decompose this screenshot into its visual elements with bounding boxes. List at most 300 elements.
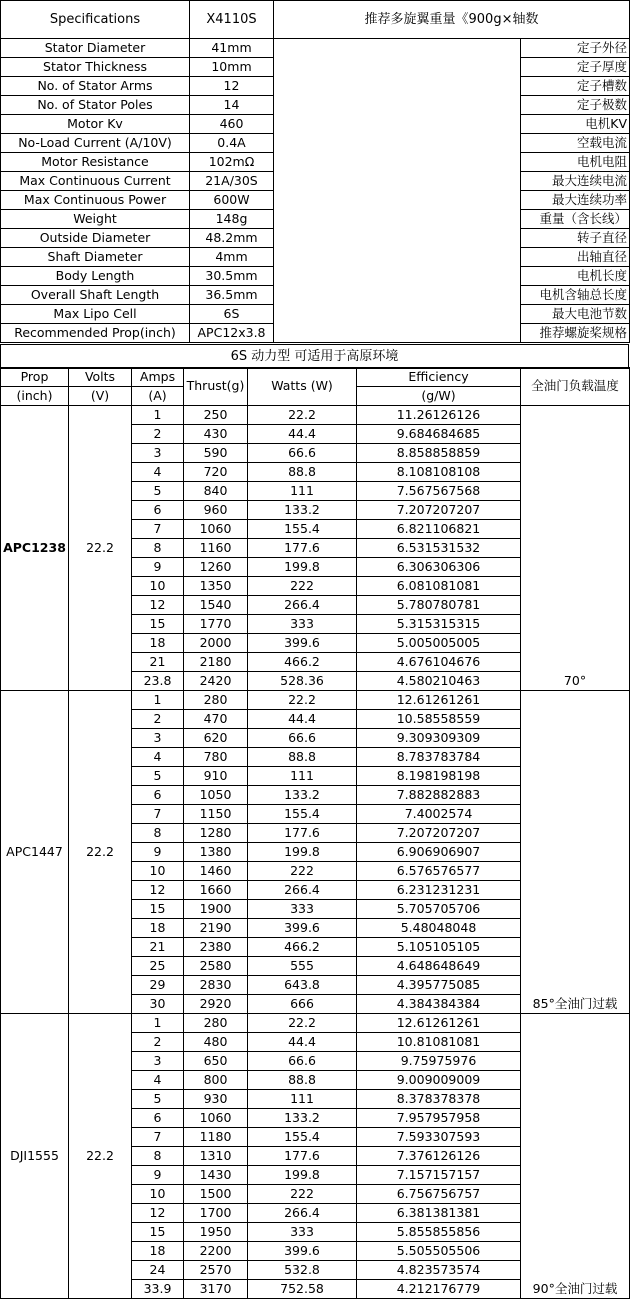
- header-prop: Prop: [1, 368, 69, 387]
- thrust-cell: 1150: [184, 805, 248, 824]
- table-row: [1, 691, 630, 710]
- header-watts: Watts (W): [248, 368, 357, 406]
- thrust-cell: 1260: [184, 558, 248, 577]
- spec-row: [1, 172, 630, 191]
- spec-name: No. of Stator Arms: [1, 77, 190, 96]
- temperature-blank-cell: [521, 520, 630, 539]
- watts-cell: 399.6: [248, 634, 357, 653]
- spec-name: Motor Kv: [1, 115, 190, 134]
- watts-cell: 111: [248, 1090, 357, 1109]
- amps-cell: 6: [132, 501, 184, 520]
- spec-blank-cell: [274, 248, 521, 267]
- temperature-blank-cell: [521, 1014, 630, 1033]
- spec-blank-cell: [274, 96, 521, 115]
- temperature-blank-cell: [521, 653, 630, 672]
- temperature-blank-cell: [521, 539, 630, 558]
- temperature-blank-cell: [521, 919, 630, 938]
- watts-cell: 177.6: [248, 539, 357, 558]
- temperature-blank-cell: [521, 900, 630, 919]
- thrust-cell: 2420: [184, 672, 248, 691]
- thrust-cell: 1310: [184, 1147, 248, 1166]
- amps-cell: 18: [132, 919, 184, 938]
- watts-cell: 88.8: [248, 748, 357, 767]
- spec-rows: [1, 39, 630, 343]
- thrust-cell: 650: [184, 1052, 248, 1071]
- watts-cell: 44.4: [248, 425, 357, 444]
- spec-row: [1, 77, 630, 96]
- efficiency-cell: 12.61261261: [357, 1014, 521, 1033]
- spec-value: 48.2mm: [190, 229, 274, 248]
- efficiency-cell: 4.395775085: [357, 976, 521, 995]
- spec-blank-cell: [274, 286, 521, 305]
- watts-cell: 111: [248, 767, 357, 786]
- spec-header-model: X4110S: [190, 1, 274, 39]
- spec-value: 148g: [190, 210, 274, 229]
- spec-blank-cell: [274, 134, 521, 153]
- spec-blank-cell: [274, 324, 521, 343]
- amps-cell: 8: [132, 824, 184, 843]
- thrust-cell: 620: [184, 729, 248, 748]
- watts-cell: 155.4: [248, 805, 357, 824]
- amps-cell: 7: [132, 1128, 184, 1147]
- thrust-cell: 1460: [184, 862, 248, 881]
- spec-blank-cell: [274, 77, 521, 96]
- watts-cell: 88.8: [248, 463, 357, 482]
- temperature-blank-cell: [521, 425, 630, 444]
- efficiency-cell: 6.381381381: [357, 1204, 521, 1223]
- spec-row: [1, 58, 630, 77]
- amps-cell: 2: [132, 710, 184, 729]
- watts-cell: 333: [248, 615, 357, 634]
- watts-cell: 199.8: [248, 843, 357, 862]
- watts-cell: 222: [248, 1185, 357, 1204]
- watts-cell: 266.4: [248, 1204, 357, 1223]
- temperature-blank-cell: [521, 1261, 630, 1280]
- efficiency-cell: 4.676104676: [357, 653, 521, 672]
- thrust-cell: 3170: [184, 1280, 248, 1299]
- amps-cell: 9: [132, 558, 184, 577]
- thrust-cell: 1380: [184, 843, 248, 862]
- spec-row: [1, 191, 630, 210]
- temperature-blank-cell: [521, 444, 630, 463]
- efficiency-cell: 5.705705706: [357, 900, 521, 919]
- thrust-cell: 2580: [184, 957, 248, 976]
- efficiency-cell: 8.198198198: [357, 767, 521, 786]
- spec-blank-cell: [274, 172, 521, 191]
- thrust-cell: 800: [184, 1071, 248, 1090]
- spec-name: Max Continuous Power: [1, 191, 190, 210]
- efficiency-cell: 9.684684685: [357, 425, 521, 444]
- spec-name: No. of Stator Poles: [1, 96, 190, 115]
- watts-cell: 643.8: [248, 976, 357, 995]
- watts-cell: 466.2: [248, 938, 357, 957]
- spec-chinese-name: 电机KV: [521, 115, 630, 134]
- temperature-blank-cell: [521, 1223, 630, 1242]
- thrust-cell: 960: [184, 501, 248, 520]
- amps-cell: 2: [132, 1033, 184, 1052]
- amps-cell: 12: [132, 1204, 184, 1223]
- efficiency-cell: 7.882882883: [357, 786, 521, 805]
- volts-value: 22.2: [69, 691, 132, 1014]
- spec-value: 102mΩ: [190, 153, 274, 172]
- thrust-cell: 2920: [184, 995, 248, 1014]
- temperature-blank-cell: [521, 786, 630, 805]
- efficiency-cell: 10.58558559: [357, 710, 521, 729]
- spec-chinese-name: 出轴直径: [521, 248, 630, 267]
- thrust-cell: 910: [184, 767, 248, 786]
- thrust-cell: 1430: [184, 1166, 248, 1185]
- temperature-blank-cell: [521, 1185, 630, 1204]
- thrust-cell: 2380: [184, 938, 248, 957]
- efficiency-cell: 8.108108108: [357, 463, 521, 482]
- efficiency-cell: 7.957957958: [357, 1109, 521, 1128]
- efficiency-cell: 4.823573574: [357, 1261, 521, 1280]
- thrust-cell: 1160: [184, 539, 248, 558]
- spec-blank-cell: [274, 191, 521, 210]
- thrust-cell: 780: [184, 748, 248, 767]
- spec-chinese-name: 转子直径: [521, 229, 630, 248]
- temperature-blank-cell: [521, 748, 630, 767]
- efficiency-cell: 4.580210463: [357, 672, 521, 691]
- efficiency-cell: 5.48048048: [357, 919, 521, 938]
- spec-name: Max Lipo Cell: [1, 305, 190, 324]
- header-efficiency: Efficiency: [357, 368, 521, 387]
- watts-cell: 333: [248, 900, 357, 919]
- spec-blank-cell: [274, 267, 521, 286]
- amps-cell: 15: [132, 615, 184, 634]
- spec-row: [1, 134, 630, 153]
- temperature-blank-cell: [521, 1147, 630, 1166]
- thrust-cell: 1050: [184, 786, 248, 805]
- amps-cell: 7: [132, 520, 184, 539]
- spec-row: [1, 96, 630, 115]
- watts-cell: 752.58: [248, 1280, 357, 1299]
- spec-name: Recommended Prop(inch): [1, 324, 190, 343]
- spec-name: Max Continuous Current: [1, 172, 190, 191]
- amps-cell: 9: [132, 843, 184, 862]
- spec-name: Stator Thickness: [1, 58, 190, 77]
- watts-cell: 266.4: [248, 596, 357, 615]
- amps-cell: 5: [132, 482, 184, 501]
- spec-value: 0.4A: [190, 134, 274, 153]
- spec-chinese-name: 定子厚度: [521, 58, 630, 77]
- spec-row: [1, 115, 630, 134]
- efficiency-cell: 8.378378378: [357, 1090, 521, 1109]
- spec-row: [1, 39, 630, 58]
- spec-chinese-name: 最大连续电流: [521, 172, 630, 191]
- thrust-cell: 1700: [184, 1204, 248, 1223]
- amps-cell: 3: [132, 444, 184, 463]
- amps-cell: 1: [132, 1014, 184, 1033]
- spec-value: 6S: [190, 305, 274, 324]
- temperature-blank-cell: [521, 710, 630, 729]
- thrust-cell: 1900: [184, 900, 248, 919]
- efficiency-cell: 6.531531532: [357, 539, 521, 558]
- efficiency-cell: 6.906906907: [357, 843, 521, 862]
- spec-value: 41mm: [190, 39, 274, 58]
- temperature-blank-cell: [521, 691, 630, 710]
- temperature-blank-cell: [521, 596, 630, 615]
- efficiency-cell: 9.309309309: [357, 729, 521, 748]
- amps-cell: 9: [132, 1166, 184, 1185]
- header-volts: Volts: [69, 368, 132, 387]
- amps-cell: 21: [132, 653, 184, 672]
- temperature-blank-cell: [521, 881, 630, 900]
- thrust-cell: 2190: [184, 919, 248, 938]
- efficiency-cell: 9.009009009: [357, 1071, 521, 1090]
- thrust-cell: 1950: [184, 1223, 248, 1242]
- spec-blank-cell: [274, 305, 521, 324]
- temperature-blank-cell: [521, 938, 630, 957]
- spec-chinese-name: 定子外径: [521, 39, 630, 58]
- temperature-blank-cell: [521, 729, 630, 748]
- temperature-blank-cell: [521, 1242, 630, 1261]
- watts-cell: 44.4: [248, 710, 357, 729]
- spec-name: Motor Resistance: [1, 153, 190, 172]
- watts-cell: 333: [248, 1223, 357, 1242]
- temperature-blank-cell: [521, 805, 630, 824]
- temperature-blank-cell: [521, 1071, 630, 1090]
- spec-value: 12: [190, 77, 274, 96]
- watts-cell: 133.2: [248, 1109, 357, 1128]
- watts-cell: 466.2: [248, 653, 357, 672]
- spec-chinese-name: 电机含轴总长度: [521, 286, 630, 305]
- spec-chinese-name: 定子槽数: [521, 77, 630, 96]
- spec-name: Outside Diameter: [1, 229, 190, 248]
- spec-chinese-name: 推荐螺旋桨规格: [521, 324, 630, 343]
- amps-cell: 15: [132, 900, 184, 919]
- amps-cell: 1: [132, 691, 184, 710]
- spec-name: Stator Diameter: [1, 39, 190, 58]
- efficiency-cell: 5.105105105: [357, 938, 521, 957]
- spec-chinese-name: 定子极数: [521, 96, 630, 115]
- prop-name: DJI1555: [1, 1014, 69, 1299]
- watts-cell: 88.8: [248, 1071, 357, 1090]
- amps-cell: 12: [132, 596, 184, 615]
- temperature-blank-cell: [521, 406, 630, 425]
- efficiency-cell: 6.821106821: [357, 520, 521, 539]
- spec-value: 21A/30S: [190, 172, 274, 191]
- temperature-blank-cell: [521, 1128, 630, 1147]
- perf-header-row: [1, 368, 630, 387]
- table-row: [1, 1014, 630, 1033]
- thrust-cell: 720: [184, 463, 248, 482]
- temperature-cell: 70°: [521, 672, 630, 691]
- amps-cell: 12: [132, 881, 184, 900]
- temperature-blank-cell: [521, 843, 630, 862]
- watts-cell: 532.8: [248, 1261, 357, 1280]
- watts-cell: 44.4: [248, 1033, 357, 1052]
- thrust-cell: 2200: [184, 1242, 248, 1261]
- spec-value: 14: [190, 96, 274, 115]
- thrust-cell: 280: [184, 1014, 248, 1033]
- watts-cell: 222: [248, 577, 357, 596]
- efficiency-cell: 12.61261261: [357, 691, 521, 710]
- amps-cell: 10: [132, 577, 184, 596]
- temperature-blank-cell: [521, 1204, 630, 1223]
- amps-cell: 2: [132, 425, 184, 444]
- header-volts-unit: (V): [69, 387, 132, 406]
- temperature-blank-cell: [521, 824, 630, 843]
- amps-cell: 30: [132, 995, 184, 1014]
- spec-header-recommendation: 推荐多旋翼重量《900g×轴数: [274, 1, 630, 39]
- watts-cell: 66.6: [248, 729, 357, 748]
- section-title: 6S 动力型 可适用于高原环境: [1, 345, 629, 369]
- thrust-cell: 1350: [184, 577, 248, 596]
- prop-name: APC1238: [1, 406, 69, 691]
- spec-chinese-name: 重量（含长线）: [521, 210, 630, 229]
- amps-cell: 18: [132, 634, 184, 653]
- spec-name: Weight: [1, 210, 190, 229]
- amps-cell: 4: [132, 748, 184, 767]
- amps-cell: 3: [132, 1052, 184, 1071]
- efficiency-cell: 8.858858859: [357, 444, 521, 463]
- spec-chinese-name: 电机长度: [521, 267, 630, 286]
- temperature-blank-cell: [521, 1109, 630, 1128]
- spec-header-label: Specifications: [1, 1, 190, 39]
- spec-row: [1, 153, 630, 172]
- efficiency-cell: 6.576576577: [357, 862, 521, 881]
- temperature-blank-cell: [521, 976, 630, 995]
- thrust-cell: 1540: [184, 596, 248, 615]
- amps-cell: 10: [132, 1185, 184, 1204]
- thrust-cell: 1660: [184, 881, 248, 900]
- spec-chinese-name: 空载电流: [521, 134, 630, 153]
- spec-value: APC12x3.8: [190, 324, 274, 343]
- efficiency-cell: 4.648648649: [357, 957, 521, 976]
- spec-row: [1, 248, 630, 267]
- efficiency-cell: 9.75975976: [357, 1052, 521, 1071]
- volts-value: 22.2: [69, 1014, 132, 1299]
- header-prop-unit: (inch): [1, 387, 69, 406]
- spec-row: [1, 305, 630, 324]
- spec-row: [1, 229, 630, 248]
- amps-cell: 3: [132, 729, 184, 748]
- watts-cell: 177.6: [248, 1147, 357, 1166]
- spec-blank-cell: [274, 58, 521, 77]
- spec-chinese-name: 电机电阻: [521, 153, 630, 172]
- watts-cell: 155.4: [248, 520, 357, 539]
- amps-cell: 5: [132, 1090, 184, 1109]
- watts-cell: 199.8: [248, 1166, 357, 1185]
- efficiency-cell: 10.81081081: [357, 1033, 521, 1052]
- section-title-table: [0, 344, 629, 369]
- watts-cell: 155.4: [248, 1128, 357, 1147]
- spec-blank-cell: [274, 153, 521, 172]
- thrust-cell: 1280: [184, 824, 248, 843]
- amps-cell: 18: [132, 1242, 184, 1261]
- specifications-table: [0, 0, 630, 343]
- spec-chinese-name: 最大连续功率: [521, 191, 630, 210]
- performance-table: [0, 367, 630, 1299]
- thrust-cell: 2830: [184, 976, 248, 995]
- watts-cell: 133.2: [248, 501, 357, 520]
- watts-cell: 222: [248, 862, 357, 881]
- temperature-blank-cell: [521, 482, 630, 501]
- spec-row: [1, 210, 630, 229]
- spec-blank-cell: [274, 210, 521, 229]
- spec-row: [1, 267, 630, 286]
- spec-blank-cell: [274, 115, 521, 134]
- temperature-cell: 85°全油门过载: [521, 995, 630, 1014]
- thrust-cell: 590: [184, 444, 248, 463]
- watts-cell: 66.6: [248, 444, 357, 463]
- watts-cell: 399.6: [248, 1242, 357, 1261]
- efficiency-cell: 7.593307593: [357, 1128, 521, 1147]
- watts-cell: 22.2: [248, 691, 357, 710]
- amps-cell: 29: [132, 976, 184, 995]
- spec-chinese-name: 最大电池节数: [521, 305, 630, 324]
- efficiency-cell: 6.306306306: [357, 558, 521, 577]
- thrust-cell: 250: [184, 406, 248, 425]
- efficiency-cell: 7.4002574: [357, 805, 521, 824]
- efficiency-cell: 7.207207207: [357, 824, 521, 843]
- thrust-cell: 470: [184, 710, 248, 729]
- amps-cell: 33.9: [132, 1280, 184, 1299]
- thrust-cell: 1500: [184, 1185, 248, 1204]
- amps-cell: 8: [132, 1147, 184, 1166]
- efficiency-cell: 7.376126126: [357, 1147, 521, 1166]
- efficiency-cell: 8.783783784: [357, 748, 521, 767]
- watts-cell: 22.2: [248, 406, 357, 425]
- watts-cell: 528.36: [248, 672, 357, 691]
- efficiency-cell: 5.855855856: [357, 1223, 521, 1242]
- efficiency-cell: 5.780780781: [357, 596, 521, 615]
- watts-cell: 177.6: [248, 824, 357, 843]
- thrust-cell: 2570: [184, 1261, 248, 1280]
- amps-cell: 15: [132, 1223, 184, 1242]
- thrust-cell: 2000: [184, 634, 248, 653]
- efficiency-cell: 7.207207207: [357, 501, 521, 520]
- amps-cell: 1: [132, 406, 184, 425]
- spec-name: Shaft Diameter: [1, 248, 190, 267]
- spec-value: 30.5mm: [190, 267, 274, 286]
- spec-blank-cell: [274, 39, 521, 58]
- amps-cell: 7: [132, 805, 184, 824]
- thrust-cell: 840: [184, 482, 248, 501]
- watts-cell: 66.6: [248, 1052, 357, 1071]
- efficiency-cell: 11.26126126: [357, 406, 521, 425]
- efficiency-cell: 6.756756757: [357, 1185, 521, 1204]
- thrust-cell: 1060: [184, 520, 248, 539]
- watts-cell: 399.6: [248, 919, 357, 938]
- watts-cell: 199.8: [248, 558, 357, 577]
- amps-cell: 6: [132, 1109, 184, 1128]
- temperature-cell: 90°全油门过载: [521, 1280, 630, 1299]
- amps-cell: 6: [132, 786, 184, 805]
- table-row: [1, 406, 630, 425]
- watts-cell: 22.2: [248, 1014, 357, 1033]
- efficiency-cell: 6.081081081: [357, 577, 521, 596]
- temperature-blank-cell: [521, 1033, 630, 1052]
- thrust-cell: 280: [184, 691, 248, 710]
- temperature-blank-cell: [521, 957, 630, 976]
- temperature-blank-cell: [521, 1090, 630, 1109]
- efficiency-cell: 4.212176779: [357, 1280, 521, 1299]
- watts-cell: 555: [248, 957, 357, 976]
- amps-cell: 4: [132, 463, 184, 482]
- thrust-cell: 1770: [184, 615, 248, 634]
- spec-row: [1, 286, 630, 305]
- spec-row: [1, 324, 630, 343]
- spec-value: 460: [190, 115, 274, 134]
- watts-cell: 666: [248, 995, 357, 1014]
- spec-value: 10mm: [190, 58, 274, 77]
- efficiency-cell: 5.005005005: [357, 634, 521, 653]
- temperature-blank-cell: [521, 463, 630, 482]
- temperature-blank-cell: [521, 558, 630, 577]
- thrust-cell: 430: [184, 425, 248, 444]
